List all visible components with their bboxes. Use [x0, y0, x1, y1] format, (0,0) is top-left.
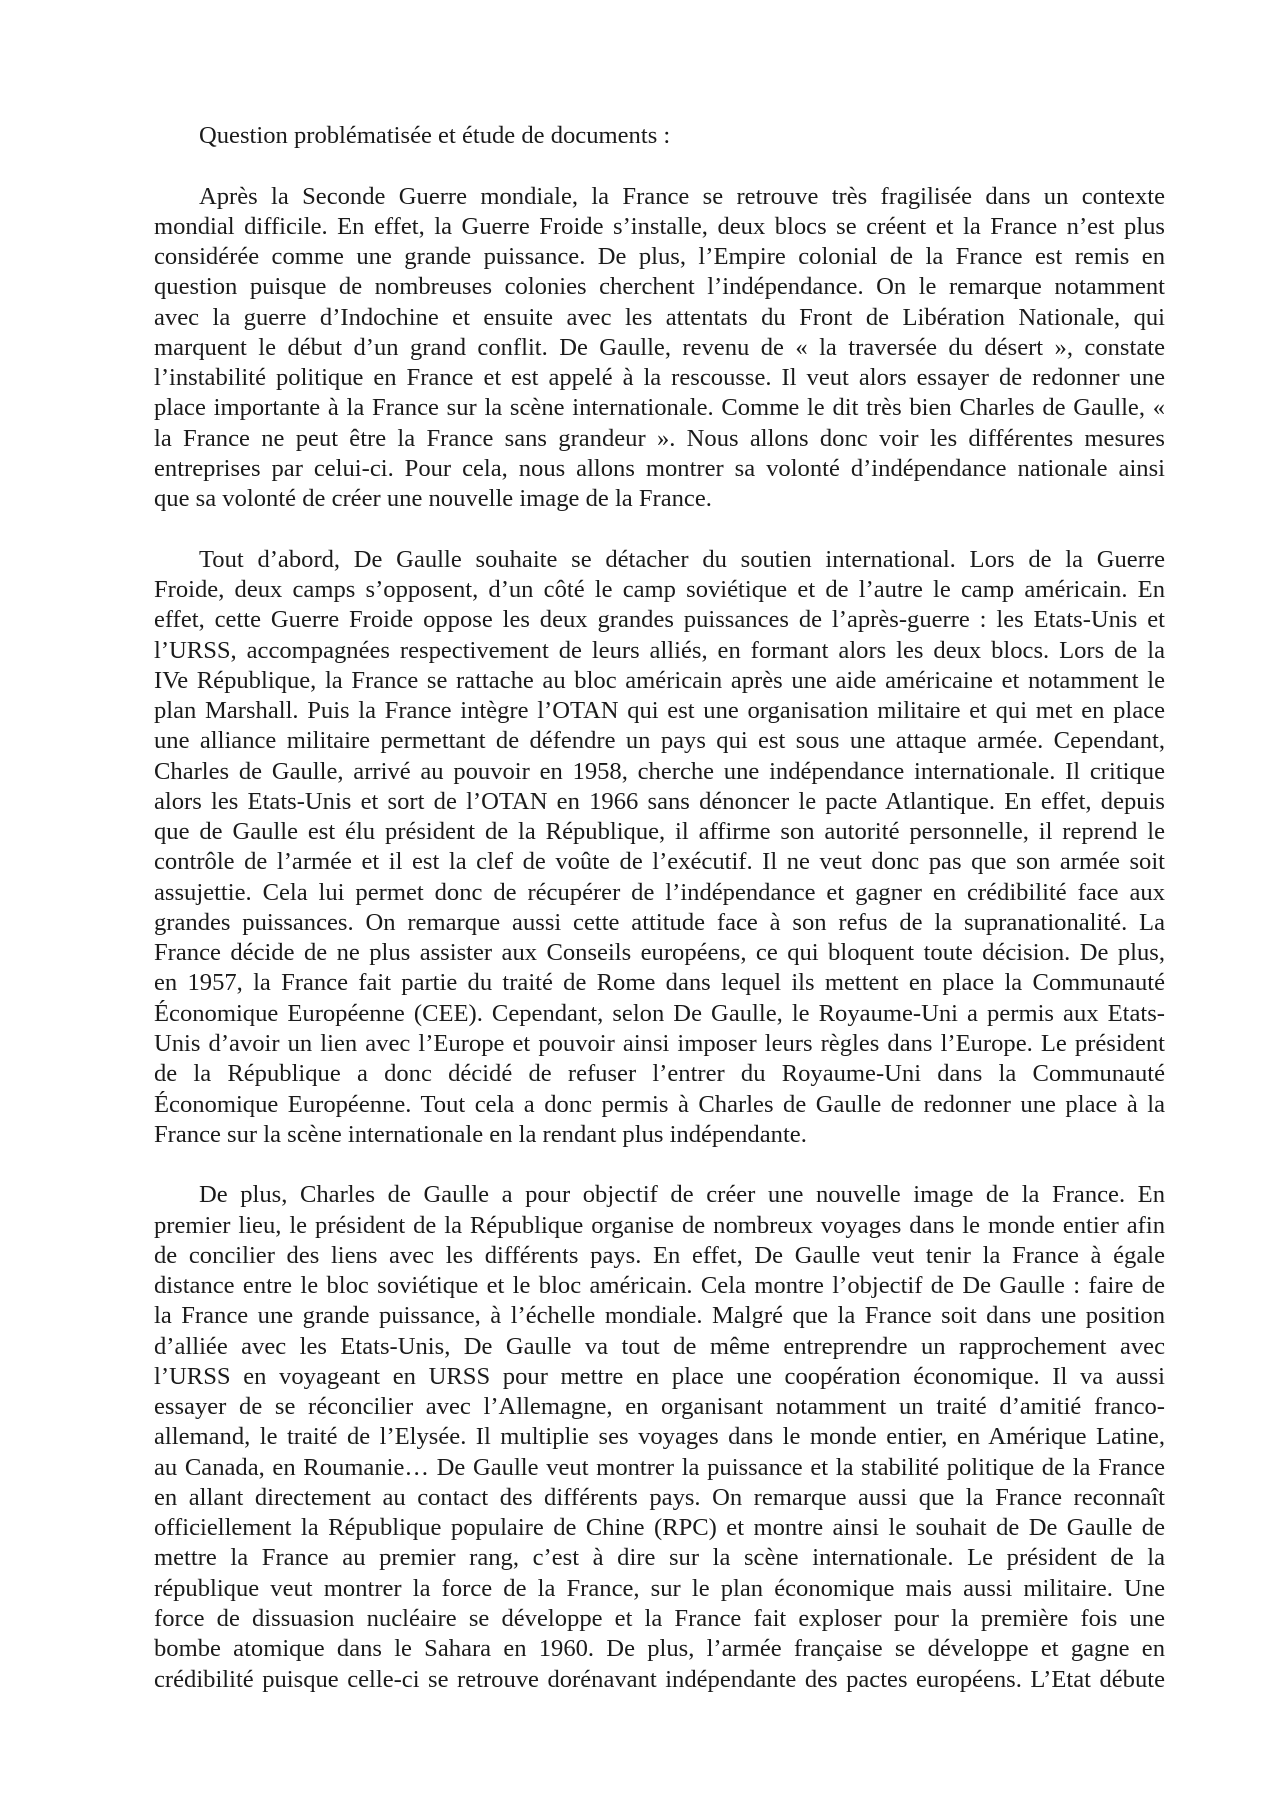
paragraph-2-line: Unis d’avoir un lien avec l’Europe et pouvoir ainsi imposer leurs règles dans l’Europe. Le président	[154, 1029, 1165, 1057]
paragraph-2-line: France sur la scène internationale en la rendant plus indépendante.	[154, 1120, 807, 1148]
paragraph-3-line: crédibilité puisque celle-ci se retrouve dorénavant indépendante des pactes européens. L’Etat débute	[154, 1665, 1165, 1693]
paragraph-3-line: de concilier des liens avec les différents pays. En effet, De Gaulle veut tenir la France à égale	[154, 1241, 1165, 1269]
paragraph-2-line: que de Gaulle est élu président de la République, il affirme son autorité personnelle, il reprend le	[154, 818, 1165, 846]
paragraph-1-line: l’instabilité politique en France et est appelé à la rescousse. Il veut alors essayer de redonner une	[154, 364, 1165, 392]
paragraph-1-line: Après la Seconde Guerre mondiale, la France se retrouve très fragilisée dans un contexte	[199, 182, 1165, 210]
paragraph-2-line: Économique Européenne. Tout cela a donc permis à Charles de Gaulle de redonner une place à la	[154, 1090, 1165, 1118]
paragraph-2-line: alors les Etats-Unis et sort de l’OTAN en 1966 sans dénoncer le pacte Atlantique. En effet, depuis	[154, 787, 1165, 815]
paragraph-1-line: mondial difficile. En effet, la Guerre Froide s’installe, deux blocs se créent et la France n’est plus	[154, 212, 1165, 240]
paragraph-2-line: plan Marshall. Puis la France intègre l’OTAN qui est une organisation militaire et qui met en place	[154, 697, 1165, 725]
paragraph-3-line: république veut montrer la force de la France, sur le plan économique mais aussi militaire. Une	[154, 1574, 1165, 1602]
paragraph-3-line: force de dissuasion nucléaire se développe et la France fait exploser pour la première fois une	[154, 1605, 1165, 1633]
document-text	[154, 121, 1165, 1695]
paragraph-2-line: Froide, deux camps s’opposent, d’un côté le camp soviétique et de l’autre le camp américain. En	[154, 575, 1165, 603]
paragraph-2-line: Économique Européenne (CEE). Cependant, selon De Gaulle, le Royaume-Uni a permis aux Etats-	[154, 999, 1165, 1027]
paragraph-3-line: au Canada, en Roumanie… De Gaulle veut montrer la puissance et la stabilité politique de la France	[154, 1453, 1165, 1481]
paragraph-2-line: en 1957, la France fait partie du traité de Rome dans lequel ils mettent en place la Communauté	[154, 969, 1165, 997]
paragraph-3-line: mettre la France au premier rang, c’est à dire sur la scène internationale. Le président de la	[154, 1544, 1165, 1572]
document-heading: Question problématisée et étude de documents :	[199, 122, 671, 149]
paragraph-3-line: essayer de se réconcilier avec l’Allemagne, en organisant notamment un traité d’amitié franco-	[154, 1393, 1165, 1421]
paragraph-2-line: Charles de Gaulle, arrivé au pouvoir en 1958, cherche une indépendance internationale. Il critique	[154, 757, 1165, 785]
paragraph-1-line: entreprises par celui-ci. Pour cela, nous allons montrer sa volonté d’indépendance nationale ainsi	[154, 454, 1165, 482]
paragraph-1-line: considérée comme une grande puissance. De plus, l’Empire colonial de la France est remis en	[154, 243, 1165, 271]
paragraph-2-line: l’URSS, accompagnées respectivement de leurs alliés, en formant alors les deux blocs. Lors de la	[154, 636, 1165, 664]
paragraph-3-line: d’alliée avec les Etats-Unis, De Gaulle va tout de même entreprendre un rapprochement avec	[154, 1332, 1165, 1360]
paragraph-2-line: une alliance militaire permettant de défendre un pays qui est sous une attaque armée. Cependant,	[154, 727, 1165, 755]
paragraph-2-line: assujettie. Cela lui permet donc de récupérer de l’indépendance et gagner en crédibilité face aux	[154, 878, 1165, 906]
paragraph-3-line: allemand, le traité de l’Elysée. Il multiplie ses voyages dans le monde entier, en Amérique Latine,	[154, 1423, 1165, 1451]
paragraph-gap	[154, 1150, 1165, 1180]
paragraph-gap	[154, 514, 1165, 544]
paragraph-1-line: question puisque de nombreuses colonies cherchent l’indépendance. On le remarque notamment	[154, 273, 1165, 301]
paragraph-1-line: avec la guerre d’Indochine et ensuite avec les attentats du Front de Libération Nationale, qui	[154, 303, 1165, 331]
paragraph-3-line: la France une grande puissance, à l’échelle mondiale. Malgré que la France soit dans une position	[154, 1302, 1165, 1330]
paragraph-2-line: IVe République, la France se rattache au bloc américain après une aide américaine et notamment le	[154, 666, 1165, 694]
paragraph-2-line: grandes puissances. On remarque aussi cette attitude face à son refus de la supranationalité. La	[154, 908, 1165, 936]
paragraph-2-line: contrôle de l’armée et il est la clef de voûte de l’exécutif. Il ne veut donc pas que son armée soit	[154, 848, 1165, 876]
paragraph-3-line: en allant directement au contact des différents pays. On remarque aussi que la France reconnaît	[154, 1483, 1165, 1511]
paragraph-3-line: distance entre le bloc soviétique et le bloc américain. Cela montre l’objectif de De Gaulle : faire de	[154, 1272, 1165, 1300]
paragraph-1-line: marquent le début d’un grand conflit. De Gaulle, revenu de « la traversée du désert », constate	[154, 333, 1165, 361]
paragraph-2-line: France décide de ne plus assister aux Conseils européens, ce qui bloquent toute décision. De plus,	[154, 939, 1165, 967]
paragraph-gap	[154, 151, 1165, 181]
paragraph-3-line: officiellement la République populaire de Chine (RPC) et montre ainsi le souhait de De Gaulle de	[154, 1514, 1165, 1542]
paragraph-1-line: que sa volonté de créer une nouvelle image de la France.	[154, 485, 712, 513]
paragraph-2-line: effet, cette Guerre Froide oppose les deux grandes puissances de l’après-guerre : les Etats-Unis et	[154, 606, 1165, 634]
paragraph-3-line: l’URSS en voyageant en URSS pour mettre en place une coopération économique. Il va aussi	[154, 1362, 1165, 1390]
paragraph-3-line: premier lieu, le président de la République organise de nombreux voyages dans le monde entier afin	[154, 1211, 1165, 1239]
paragraph-2-line: de la République a donc décidé de refuser l’entrer du Royaume-Uni dans la Communauté	[154, 1060, 1165, 1088]
paragraph-3-line: De plus, Charles de Gaulle a pour objectif de créer une nouvelle image de la France. En	[199, 1181, 1165, 1209]
paragraph-3-line: bombe atomique dans le Sahara en 1960. De plus, l’armée française se développe et gagne en	[154, 1635, 1165, 1663]
paragraph-2-line: Tout d’abord, De Gaulle souhaite se détacher du soutien international. Lors de la Guerre	[199, 545, 1165, 573]
paragraph-1-line: la France ne peut être la France sans grandeur ». Nous allons donc voir les différentes mesures	[154, 424, 1165, 452]
paragraph-1-line: place importante à la France sur la scène internationale. Comme le dit très bien Charles de Gaulle, «	[154, 394, 1165, 422]
